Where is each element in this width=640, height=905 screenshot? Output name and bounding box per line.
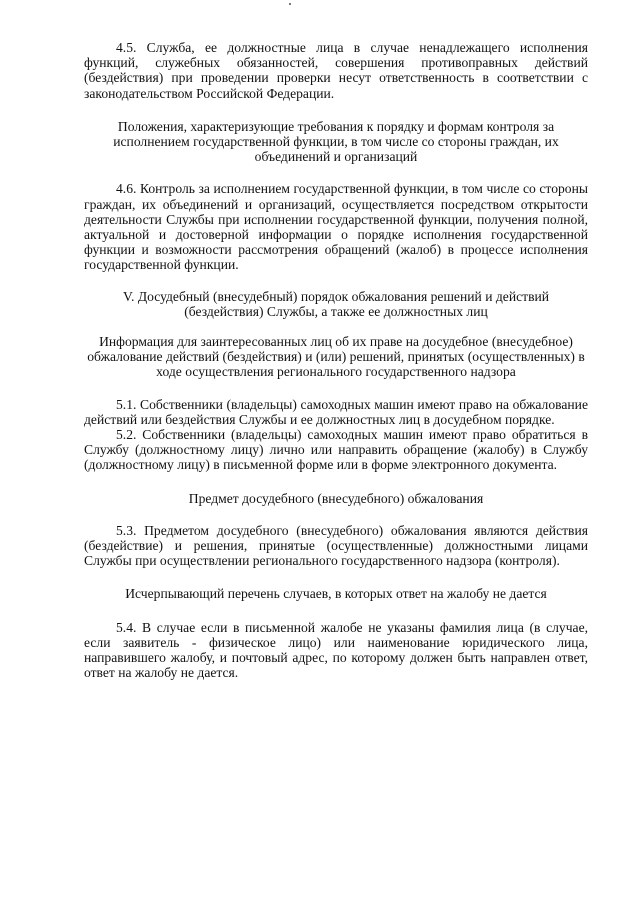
paragraph-5-4: 5.4. В случае если в письменной жалобе не указаны фамилия лица (в случае, если заявитель - физическое лицо) или наименование юридического лица, направившего жалобу, и почтовый адрес, по которому должен быть направлен ответ, ответ на жалобу не дается. [84,619,588,681]
heading-control-requirements: Положения, характеризующие требования к порядку и формам контроля за исполнением государственной функции, в том числе со стороны граждан, их объединений и организаций [113,118,559,165]
heading-no-response-cases: Исчерпывающий перечень случаев, в которых ответ на жалобу не дается [125,586,547,602]
heading-appeal-rights-info: Информация для заинтересованных лиц об их праве на досудебное (внесудебное) обжалование действий (бездействия) и (или) решений, принятых (осуществленных) в ходе осуществления регионального государственного надзора [87,334,585,380]
paragraph-4-6: 4.6. Контроль за исполнением государственной функции, в том числе со стороны граждан, их объединений и организаций, осуществляется посредством открытости деятельности Службы при исполнении государственной функции, получения полной, актуальной и достоверной информации о порядке исполнения государственной функции и возможности рассмотрения обращений (жалоб) в процессе исполнения государственной функции. [84,181,588,273]
paragraph-5-3: 5.3. Предметом досудебного (внесудебного) обжалования являются действия (бездействие) и решения, принятые (осуществленные) должностными лицами Службы при осуществлении регионального государственного надзора (контроля). [84,522,588,569]
paragraph-4-5: 4.5. Служба, ее должностные лица в случае ненадлежащего исполнения функций, служебных обязанностей, совершения противоправных действий (бездействия) при проведении проверки несут ответственность в соответствии с законодательством Российской Федерации. [84,40,588,101]
heading-appeal-subject: Предмет досудебного (внесудебного) обжалования [188,490,484,506]
scan-speck [289,3,291,5]
section-v-heading: V. Досудебный (внесудебный) порядок обжалования решений и действий (бездействия) Службы, а также ее должностных лиц [122,288,550,319]
paragraph-5-2: 5.2. Собственники (владельцы) самоходных машин имеют право обратиться в Службу (должностному лицу) лично или направить обращение (жалобу) в Службу (должностному лицу) в письменной форме или в форме электронного документа. [84,427,588,473]
paragraph-5-1: 5.1. Собственники (владельцы) самоходных машин имеют право на обжалование действий или бездействия Службы и ее должностных лиц в досудебном порядке. [84,396,588,427]
